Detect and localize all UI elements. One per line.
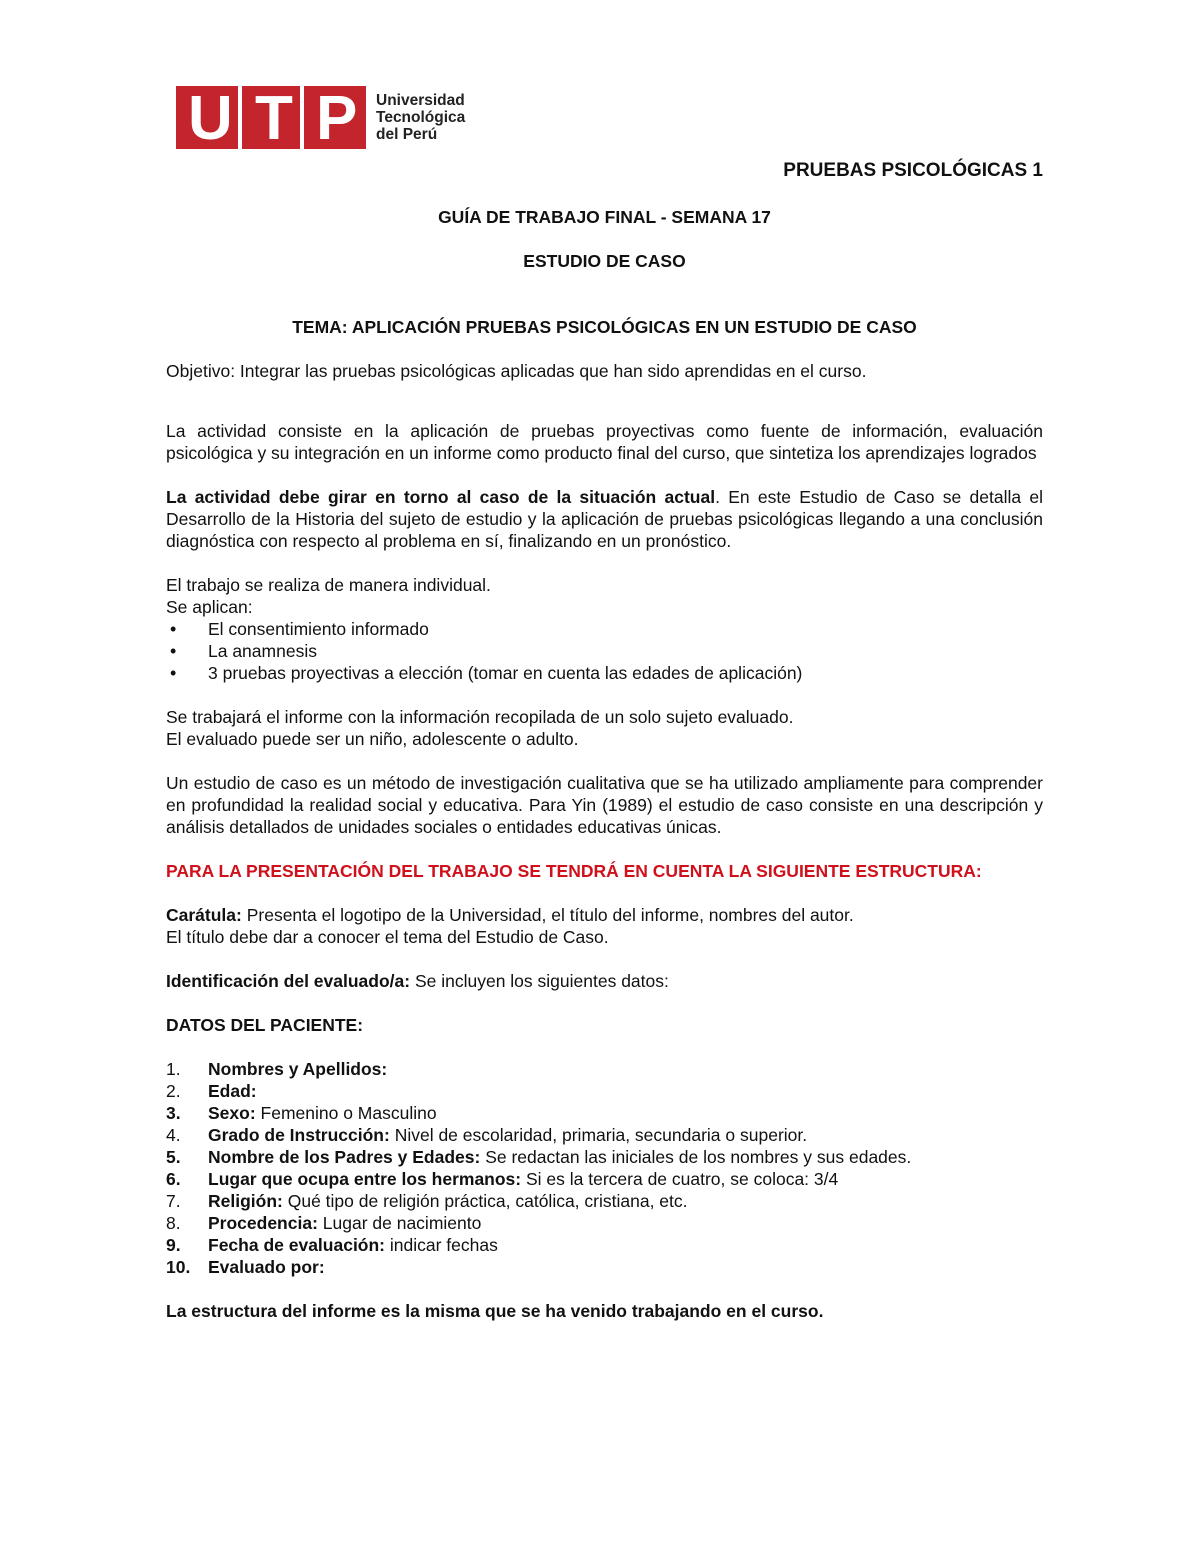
- patient-heading: DATOS DEL PACIENTE:: [166, 1015, 364, 1035]
- objective-text: Objetivo: Integrar las pruebas psicológicas aplicadas que han sido aprendidas en el curso.: [166, 361, 867, 381]
- cover-label: Carátula:: [166, 905, 242, 925]
- logo-university-name: Universidad Tecnológica del Perú: [376, 92, 466, 143]
- cover-text: Presenta el logotipo de la Universidad, el título del informe, nombres del autor.: [241, 905, 854, 925]
- subtitle: ESTUDIO DE CASO: [523, 251, 686, 271]
- work-line-1: El trabajo se realiza de manera individual.: [166, 575, 491, 595]
- list-item: 4. Grado de Instrucción: Nivel de escolaridad, primaria, secundaria o superior.: [166, 1125, 808, 1145]
- list-item: 6. Lugar que ocupa entre los hermanos: Si es la tercera de cuatro, se coloca: 3/4: [166, 1169, 839, 1189]
- identification-text: Se incluyen los siguientes datos:: [410, 971, 669, 991]
- case-bold-text: La actividad debe girar en torno al caso de la situación actual: [166, 487, 716, 507]
- list-item: • La anamnesis: [166, 640, 1043, 662]
- applied-list: [166, 618, 1043, 684]
- document-body: [166, 160, 1043, 1322]
- patient-data-list: [166, 1058, 1043, 1278]
- list-item: 9. Fecha de evaluación: indicar fechas: [166, 1235, 498, 1255]
- list-item: • El consentimiento informado: [166, 618, 1043, 640]
- identification-line: [166, 970, 1043, 992]
- course-title: PRUEBAS PSICOLÓGICAS 1: [783, 160, 1043, 181]
- guide-title: GUÍA DE TRABAJO FINAL - SEMANA 17: [438, 207, 771, 227]
- work-line-2: Se aplican:: [166, 597, 253, 617]
- list-item: 3. Sexo: Femenino o Masculino: [166, 1103, 437, 1123]
- study-paragraph: Un estudio de caso es un método de investigación cualitativa que se ha utilizado ampliamente para comprender en profundidad la realidad social y educativa. Para Yin (1989) el estudio de caso consiste en una descripción y análisis detallados de unidades sociales o entidades educativas únicas.: [166, 773, 1043, 837]
- report-line-1: Se trabajará el informe con la información recopilada de un solo sujeto evaluado.: [166, 707, 794, 727]
- activity-paragraph: La actividad consiste en la aplicación de pruebas proyectivas como fuente de información, evaluación psicológica y su integración en un informe como producto final del curso, que sintetiza los aprendizajes logrados: [166, 421, 1043, 463]
- case-paragraph: [166, 486, 1043, 552]
- list-item: 7. Religión: Qué tipo de religión práctica, católica, cristiana, etc.: [166, 1191, 688, 1211]
- report-line-2: El evaluado puede ser un niño, adolescente o adulto.: [166, 729, 579, 749]
- structure-heading: PARA LA PRESENTACIÓN DEL TRABAJO SE TENDRÁ EN CUENTA LA SIGUIENTE ESTRUCTURA:: [166, 861, 982, 881]
- identification-label: Identificación del evaluado/a:: [166, 971, 411, 991]
- logo-mark: [176, 84, 366, 153]
- logo-letter-p: P: [316, 84, 358, 153]
- list-item: 5. Nombre de los Padres y Edades: Se redactan las iniciales de los nombres y sus edades.: [166, 1147, 912, 1167]
- logo-letter-u: U: [188, 84, 233, 153]
- list-item: 2. Edad:: [166, 1081, 257, 1101]
- list-item: 8. Procedencia: Lugar de nacimiento: [166, 1213, 482, 1233]
- logo-letter-t: T: [255, 84, 293, 153]
- cover-line-2: El título debe dar a conocer el tema del Estudio de Caso.: [166, 927, 609, 947]
- list-item: • 3 pruebas proyectivas a elección (tomar en cuenta las edades de aplicación): [166, 662, 1043, 684]
- list-item: 10. Evaluado por:: [166, 1257, 325, 1277]
- cover-line: [166, 904, 1043, 926]
- topic-title: TEMA: APLICACIÓN PRUEBAS PSICOLÓGICAS EN UN ESTUDIO DE CASO: [292, 317, 917, 337]
- closing-statement: La estructura del informe es la misma que se ha venido trabajando en el curso.: [166, 1301, 824, 1321]
- list-item: 1. Nombres y Apellidos:: [166, 1059, 388, 1079]
- case-text: . En este Estudio de Caso se detalla el Desarrollo de la Historia del sujeto de estudio y la aplicación de pruebas psicológicas llegando a una conclusión diagnóstica con respecto al problema en sí, finalizando en un pronóstico.: [166, 487, 1043, 551]
- utp-logo: [176, 84, 466, 153]
